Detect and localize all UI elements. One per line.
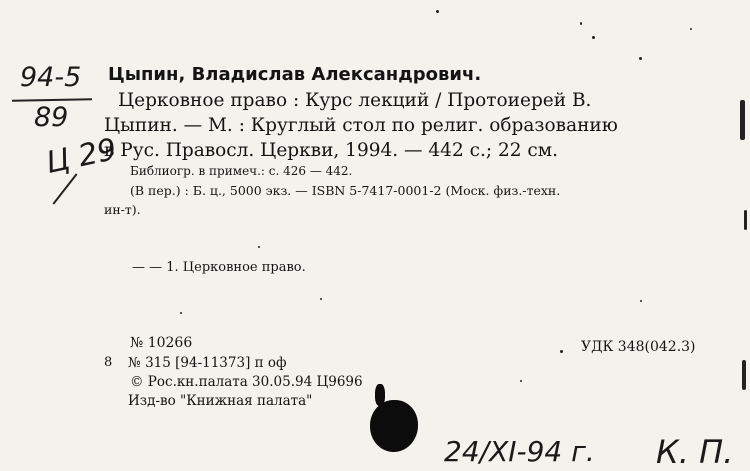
publisher-line: Изд-во "Книжная палата": [128, 393, 313, 409]
dust-speck: [560, 350, 563, 353]
card-number: № 10266: [130, 335, 193, 351]
ink-blot: [370, 400, 418, 452]
dust-speck: [690, 28, 692, 30]
ink-blot-drip: [375, 384, 385, 406]
dust-speck: [640, 300, 642, 302]
handwritten-call-number-top: 94-5: [20, 62, 82, 93]
dust-speck: [744, 210, 747, 230]
dust-speck: [520, 380, 522, 382]
handwritten-author-sign: Ц 29: [43, 132, 120, 182]
order-number: № 315 [94-11373] п оф: [128, 355, 287, 371]
title-line-1: Церковное право : Курс лекций / Протоиерей В.: [118, 90, 592, 111]
author-heading: Цыпин, Владислав Александрович.: [108, 64, 482, 85]
title-line-2: Цыпин. — М. : Круглый стол по религ. образованию: [104, 115, 618, 136]
title-line-3: в Рус. Правосл. Церкви, 1994. — 442 с.; 22 см.: [104, 140, 558, 161]
note-price-isbn-line-2: ин-т).: [104, 202, 141, 217]
dust-speck: [436, 10, 439, 13]
dust-speck: [592, 36, 595, 39]
dust-speck: [740, 100, 745, 140]
row-marker: 8: [104, 355, 113, 370]
dust-speck: [258, 246, 260, 248]
dust-speck: [742, 360, 746, 390]
dust-speck: [639, 57, 642, 60]
handwritten-date: 24/XI-94 г.: [444, 435, 595, 468]
dust-speck: [320, 298, 322, 300]
udc-code: УДК 348(042.3): [581, 339, 696, 355]
dust-speck: [580, 22, 582, 25]
note-price-isbn-line-1: (В пер.) : Б. ц., 5000 экз. — ISBN 5-7417-0001-2 (Моск. физ.-техн.: [130, 183, 561, 198]
note-bibliography: Библиогр. в примеч.: с. 426 — 442.: [130, 164, 353, 178]
handwritten-initials: К. П.: [656, 433, 734, 471]
book-chamber-stamp: © Рос.кн.палата 30.05.94 Ц9696: [130, 374, 363, 390]
handwritten-call-number-bottom: 89: [34, 102, 69, 133]
dust-speck: [180, 312, 182, 314]
subject-heading: — — 1. Церковное право.: [132, 260, 306, 275]
